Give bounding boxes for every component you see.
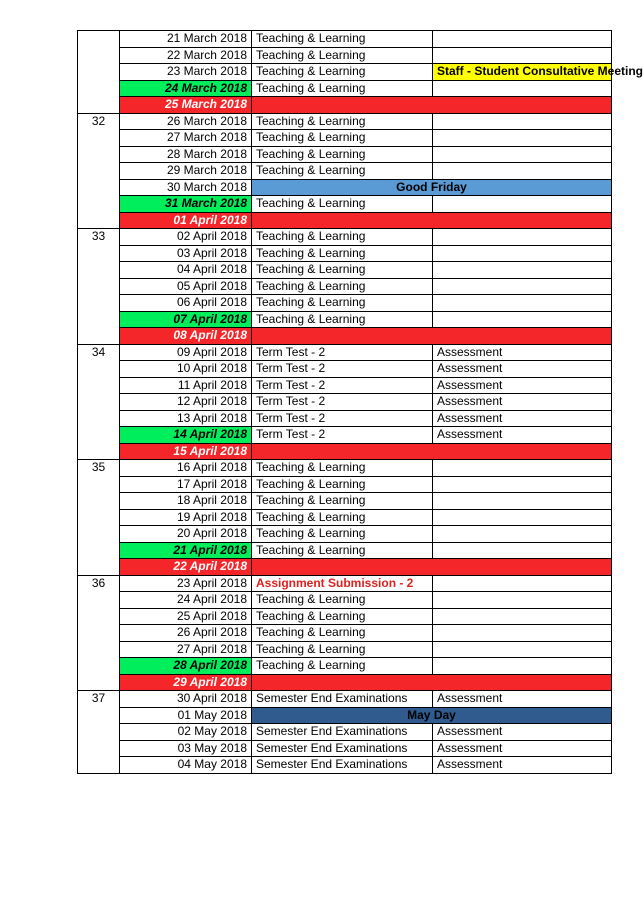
activity-cell: Teaching & Learning (252, 278, 433, 295)
calendar-row (78, 278, 612, 295)
sunday-fill (252, 212, 612, 229)
note-cell: Assessment (433, 410, 612, 427)
activity-cell: Teaching & Learning (252, 196, 433, 213)
date-cell: 17 April 2018 (120, 476, 252, 493)
note-cell (433, 130, 612, 147)
note-cell (433, 476, 612, 493)
note-cell (433, 575, 612, 592)
academic-calendar-table (77, 30, 643, 774)
date-cell: 07 April 2018 (120, 311, 252, 328)
date-cell: 22 April 2018 (120, 559, 252, 576)
activity-cell: Teaching & Learning (252, 64, 433, 81)
date-cell: 28 April 2018 (120, 658, 252, 675)
activity-cell: Teaching & Learning (252, 80, 433, 97)
note-cell (433, 542, 612, 559)
activity-cell: Term Test - 2 (252, 361, 433, 378)
note-cell (433, 526, 612, 543)
calendar-row (78, 707, 612, 724)
date-cell: 10 April 2018 (120, 361, 252, 378)
note-cell (433, 493, 612, 510)
activity-cell: Teaching & Learning (252, 113, 433, 130)
calendar-row (78, 361, 612, 378)
note-cell (433, 625, 612, 642)
date-cell: 06 April 2018 (120, 295, 252, 312)
sunday-fill (252, 328, 612, 345)
calendar-row (78, 262, 612, 279)
calendar-row (78, 443, 612, 460)
date-cell: 22 March 2018 (120, 47, 252, 64)
activity-cell: Teaching & Learning (252, 229, 433, 246)
calendar-row (78, 691, 612, 708)
date-cell: 26 April 2018 (120, 625, 252, 642)
calendar-row (78, 179, 612, 196)
note-cell: Assessment (433, 740, 612, 757)
date-cell: 01 May 2018 (120, 707, 252, 724)
date-cell: 30 March 2018 (120, 179, 252, 196)
calendar-row (78, 575, 612, 592)
calendar-row (78, 64, 612, 81)
calendar-row (78, 130, 612, 147)
calendar-row (78, 542, 612, 559)
note-cell (433, 641, 612, 658)
note-cell (433, 278, 612, 295)
date-cell: 31 March 2018 (120, 196, 252, 213)
note-cell: Assessment (433, 691, 612, 708)
date-cell: 01 April 2018 (120, 212, 252, 229)
activity-cell: Teaching & Learning (252, 460, 433, 477)
activity-cell: Semester End Examinations (252, 740, 433, 757)
week-number (78, 31, 120, 114)
date-cell: 19 April 2018 (120, 509, 252, 526)
week-number: 36 (78, 575, 120, 691)
date-cell: 09 April 2018 (120, 344, 252, 361)
calendar-row (78, 229, 612, 246)
calendar-row (78, 146, 612, 163)
note-cell (433, 295, 612, 312)
note-cell: Staff - Student Consultative Meeting (433, 64, 612, 81)
date-cell: 16 April 2018 (120, 460, 252, 477)
sunday-fill (252, 97, 612, 114)
date-cell: 23 April 2018 (120, 575, 252, 592)
calendar-row (78, 592, 612, 609)
activity-cell: Teaching & Learning (252, 163, 433, 180)
calendar-row (78, 245, 612, 262)
calendar-row (78, 47, 612, 64)
note-cell (433, 592, 612, 609)
note-cell (433, 113, 612, 130)
date-cell: 29 April 2018 (120, 674, 252, 691)
note-cell: Assessment (433, 344, 612, 361)
activity-cell: Term Test - 2 (252, 377, 433, 394)
date-cell: 11 April 2018 (120, 377, 252, 394)
calendar-row (78, 113, 612, 130)
sunday-fill (252, 674, 612, 691)
date-cell: 14 April 2018 (120, 427, 252, 444)
activity-cell: Teaching & Learning (252, 47, 433, 64)
date-cell: 20 April 2018 (120, 526, 252, 543)
calendar-row (78, 163, 612, 180)
activity-cell: Teaching & Learning (252, 245, 433, 262)
note-cell (433, 80, 612, 97)
date-cell: 02 April 2018 (120, 229, 252, 246)
date-cell: 21 April 2018 (120, 542, 252, 559)
activity-cell: Teaching & Learning (252, 592, 433, 609)
note-cell: Assessment (433, 361, 612, 378)
activity-cell: Teaching & Learning (252, 641, 433, 658)
calendar-row (78, 460, 612, 477)
sunday-fill (252, 443, 612, 460)
date-cell: 25 March 2018 (120, 97, 252, 114)
activity-cell: Assignment Submission - 2 (252, 575, 433, 592)
note-cell (433, 245, 612, 262)
calendar-row (78, 757, 612, 774)
activity-cell: Term Test - 2 (252, 344, 433, 361)
date-cell: 25 April 2018 (120, 608, 252, 625)
calendar-row (78, 80, 612, 97)
activity-cell: Teaching & Learning (252, 476, 433, 493)
date-cell: 12 April 2018 (120, 394, 252, 411)
activity-cell: Teaching & Learning (252, 295, 433, 312)
note-cell (433, 229, 612, 246)
week-number: 35 (78, 460, 120, 576)
calendar-row (78, 328, 612, 345)
calendar-row (78, 377, 612, 394)
calendar-row (78, 608, 612, 625)
note-cell (433, 196, 612, 213)
calendar-row (78, 509, 612, 526)
week-number: 34 (78, 344, 120, 460)
activity-cell: Teaching & Learning (252, 146, 433, 163)
activity-cell: Teaching & Learning (252, 493, 433, 510)
calendar-row (78, 493, 612, 510)
week-number: 32 (78, 113, 120, 229)
activity-cell: Teaching & Learning (252, 542, 433, 559)
date-cell: 29 March 2018 (120, 163, 252, 180)
activity-cell: Teaching & Learning (252, 658, 433, 675)
calendar-row (78, 212, 612, 229)
activity-cell: Teaching & Learning (252, 262, 433, 279)
note-cell (433, 658, 612, 675)
date-cell: 26 March 2018 (120, 113, 252, 130)
calendar-row (78, 625, 612, 642)
date-cell: 28 March 2018 (120, 146, 252, 163)
date-cell: 24 April 2018 (120, 592, 252, 609)
holiday-cell: Good Friday (252, 179, 612, 196)
date-cell: 05 April 2018 (120, 278, 252, 295)
calendar-row (78, 476, 612, 493)
week-number: 37 (78, 691, 120, 774)
date-cell: 15 April 2018 (120, 443, 252, 460)
calendar-row (78, 196, 612, 213)
note-cell (433, 163, 612, 180)
calendar-row (78, 724, 612, 741)
activity-cell: Semester End Examinations (252, 724, 433, 741)
calendar-row (78, 641, 612, 658)
calendar-row (78, 97, 612, 114)
activity-cell: Teaching & Learning (252, 509, 433, 526)
note-cell: Assessment (433, 757, 612, 774)
date-cell: 03 May 2018 (120, 740, 252, 757)
date-cell: 24 March 2018 (120, 80, 252, 97)
activity-cell: Term Test - 2 (252, 394, 433, 411)
date-cell: 13 April 2018 (120, 410, 252, 427)
activity-cell: Semester End Examinations (252, 691, 433, 708)
calendar-row (78, 295, 612, 312)
activity-cell: Teaching & Learning (252, 526, 433, 543)
date-cell: 21 March 2018 (120, 31, 252, 48)
note-cell (433, 311, 612, 328)
date-cell: 04 May 2018 (120, 757, 252, 774)
note-cell: Assessment (433, 427, 612, 444)
calendar-row (78, 311, 612, 328)
date-cell: 08 April 2018 (120, 328, 252, 345)
calendar-row (78, 344, 612, 361)
calendar-row (78, 674, 612, 691)
date-cell: 04 April 2018 (120, 262, 252, 279)
date-cell: 18 April 2018 (120, 493, 252, 510)
calendar-row (78, 740, 612, 757)
note-cell (433, 47, 612, 64)
activity-cell: Teaching & Learning (252, 625, 433, 642)
note-cell (433, 31, 612, 48)
date-cell: 02 May 2018 (120, 724, 252, 741)
note-cell (433, 509, 612, 526)
date-cell: 23 March 2018 (120, 64, 252, 81)
calendar-row (78, 394, 612, 411)
note-cell: Assessment (433, 377, 612, 394)
calendar-body (78, 31, 643, 774)
note-cell (433, 608, 612, 625)
activity-cell: Teaching & Learning (252, 608, 433, 625)
note-cell: Assessment (433, 724, 612, 741)
date-cell: 27 April 2018 (120, 641, 252, 658)
calendar-row (78, 31, 612, 48)
note-cell (433, 146, 612, 163)
activity-cell: Term Test - 2 (252, 410, 433, 427)
sunday-fill (252, 559, 612, 576)
holiday-cell: May Day (252, 707, 612, 724)
date-cell: 03 April 2018 (120, 245, 252, 262)
note-cell (433, 460, 612, 477)
week-number: 33 (78, 229, 120, 345)
note-cell (433, 262, 612, 279)
date-cell: 30 April 2018 (120, 691, 252, 708)
date-cell: 27 March 2018 (120, 130, 252, 147)
calendar-row (78, 526, 612, 543)
calendar-row (78, 559, 612, 576)
activity-cell: Term Test - 2 (252, 427, 433, 444)
calendar-row (78, 427, 612, 444)
activity-cell: Semester End Examinations (252, 757, 433, 774)
calendar-row (78, 410, 612, 427)
activity-cell: Teaching & Learning (252, 311, 433, 328)
activity-cell: Teaching & Learning (252, 31, 433, 48)
activity-cell: Teaching & Learning (252, 130, 433, 147)
calendar-row (78, 658, 612, 675)
note-cell: Assessment (433, 394, 612, 411)
